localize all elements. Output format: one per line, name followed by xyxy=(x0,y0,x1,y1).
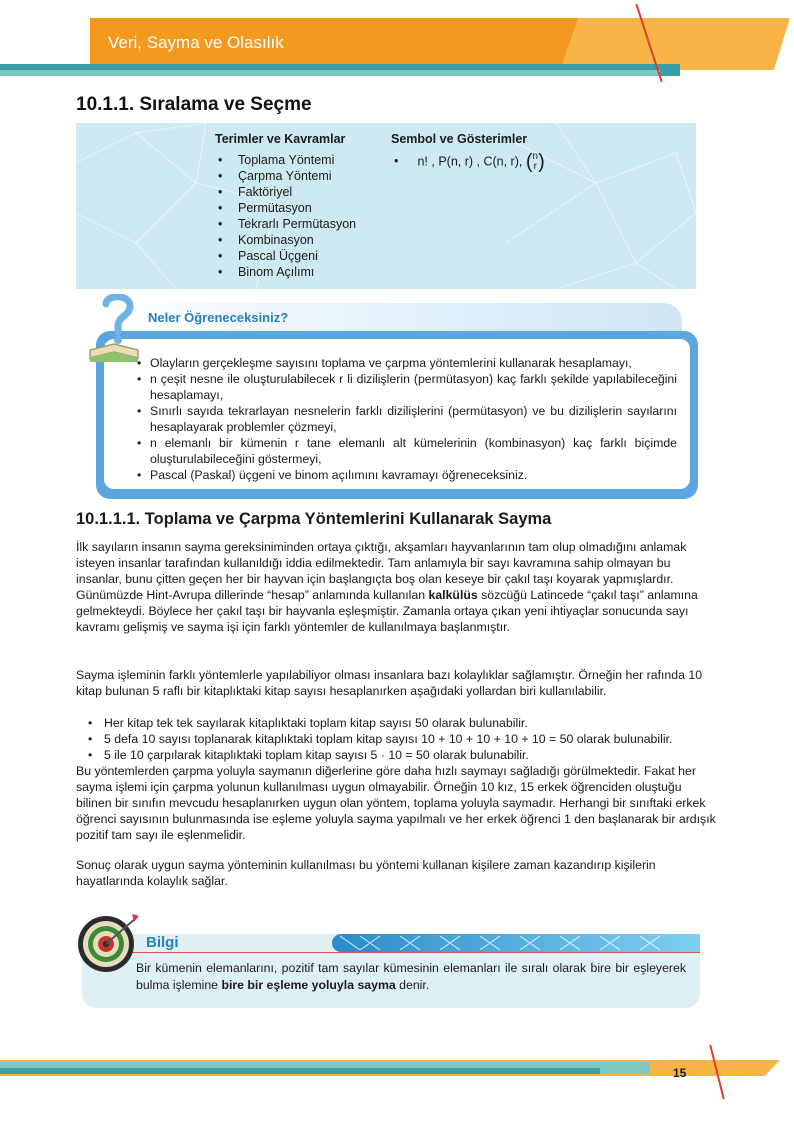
paragraph-3: Bu yöntemlerden çarpma yoluyla saymanın diğerlerine göre daha hızlı saymayı sağladığı görülmektedir. Fakat her sayma işlemi için çarpma yolunun kullanılması uygun olmayabilir. Örneğin 10 kız, 15 erkek öğrenciden oluştuğu bilinen bir sınıfın mevcudu hesaplanırken uygun olan yöntem, toplama yoluyla saymadır. Herhangi bir sınıftaki erkek öğrenci sayısının bulunmasında ise eşleme yoluyla sayma yapılmalı ve her erkek öğrenci 1 den başlanarak bir ardışık pozitif tam sayı ile eşlenmelidir. xyxy=(76,764,716,842)
list-item: • 5 ile 10 çarpılarak kitaplıktaki toplam kitap sayısı 5 · 10 = 50 olarak bulunabilir. xyxy=(88,747,718,763)
info-bold-term: bire bir eşleme yoluyla sayma xyxy=(221,978,396,992)
question-book-icon xyxy=(86,294,142,362)
header-stripe-light xyxy=(0,70,660,76)
list-item: • n! , P(n, r) , C(n, r), (n r) xyxy=(391,152,545,172)
info-text: Bir kümenin elemanlarını, pozitif tam sayılar kümesinin elemanları ile sıralı olarak bire bir eşleyerek bulma işlemine bire bir eşleme yoluyla sayma denir. xyxy=(136,961,686,992)
list-item: • Kombinasyon xyxy=(215,232,356,248)
list-item: • n çeşit nesne ile oluşturulabilecek r li dizilişlerin (permütasyon) kaç farklı şekilde yapılabileceğini hesaplamayı, xyxy=(137,371,677,403)
symbols-column xyxy=(391,132,545,172)
method-list xyxy=(88,715,718,763)
geometric-pattern xyxy=(76,123,696,289)
terms-box xyxy=(76,123,696,289)
footer-stripe-dark xyxy=(0,1068,600,1074)
info-strip-pattern xyxy=(340,936,700,950)
list-item: • Pascal (Paskal) üçgeni ve binom açılımını kavramayı öğreneceksiniz. xyxy=(137,467,677,483)
list-item: • Faktöriyel xyxy=(215,184,356,200)
header-band-accent xyxy=(560,18,790,70)
list-item: • n elemanlı bir kümenin r tane elemanlı alt kümelerinin (kombinasyon) kaç farklı biçimde oluşturulabileceğini göstermeyi, xyxy=(137,435,677,467)
symbols-list xyxy=(391,152,545,172)
terms-heading: Terimler ve Kavramlar xyxy=(215,132,346,146)
terms-column xyxy=(215,132,356,280)
symbols-text: n! , P(n, r) , C(n, r), xyxy=(417,154,523,169)
subsection-title: 10.1.1.1. Toplama ve Çarpma Yöntemlerini Kullanarak Sayma xyxy=(76,510,552,528)
binom-top: n xyxy=(532,151,539,162)
learn-list xyxy=(137,355,677,483)
list-item: • Tekrarlı Permütasyon xyxy=(215,216,356,232)
terms-list xyxy=(215,152,356,280)
paragraph-2: Sayma işleminin farklı yöntemlerle yapılabiliyor olması insanlara bazı kolaylıklar sağlamıştır. Örneğin her rafında 10 kitap bulunan 5 raflı bir kitaplıktaki kitap sayısı hesaplanırken aşağıdaki yollardan biri kullanılabilir. xyxy=(76,668,703,698)
list-item: • Permütasyon xyxy=(215,200,356,216)
list-item: • Binom Açılımı xyxy=(215,264,356,280)
list-item: • Çarpma Yöntemi xyxy=(215,168,356,184)
list-item: • 5 defa 10 sayısı toplanarak kitaplıktaki toplam kitap sayısı 10 + 10 + 10 + 10 + 10 = 50 olarak bulunabilir. xyxy=(88,731,718,747)
binom-bottom: r xyxy=(533,161,537,172)
learn-title: Neler Öğreneceksiniz? xyxy=(148,310,289,325)
page-number: 15 xyxy=(673,1066,687,1080)
binomial-notation: ( xyxy=(525,151,533,173)
list-item: • Her kitap tek tek sayılarak kitaplıktaki toplam kitap sayısı 50 olarak bulunabilir. xyxy=(88,715,718,731)
list-item: • Olayların gerçekleşme sayısını toplama ve çarpma yöntemlerini kullanarak hesaplamayı, xyxy=(137,355,677,371)
list-item: • Toplama Yöntemi xyxy=(215,152,356,168)
section-title: 10.1.1. Sıralama ve Seçme xyxy=(76,94,312,115)
symbols-heading: Sembol ve Gösterimler xyxy=(391,132,528,146)
paragraph-1: İlk sayıların insanın sayma gereksiniminden ortaya çıktığı, akşamları hayvanlarının tam olup olmadığını anlamak isteyen insanlar tarafından kullanıldığı iddia edilmektedir. Tam anlamıyla bir sayı kavramına sahip olmayan bu insanlar, bunu çitten geçen her bir hayvan için başlangıçta boş olan keseye bir çakıl taşı koyarak yapmışlardır. Günümüzde Hint-Avrupa dillerinde “hesap” anlamında kullanılan kalkülüs sözcüğü Latincede “çakıl taşı” anlamına gelmekteydi. Böylece her çakıl taşı bir hayvanla eşleşmiştir. Zamanla ortaya çıkan yeni ihtiyaçlar sonucunda sayı kavramı gelişmiş ve sayma işi için farklı yöntemler de kullanılmaya başlanmıştır. xyxy=(76,540,698,634)
bold-term: kalkülüs xyxy=(428,588,478,602)
list-item: • Sınırlı sayıda tekrarlayan nesnelerin farklı dizilişlerini (permütasyon) ve bu dizilişlerin sayılarını hesaplayarak problemler çözmeyi, xyxy=(137,403,677,435)
info-divider xyxy=(130,952,700,953)
info-title: Bilgi xyxy=(146,934,179,951)
chapter-title: Veri, Sayma ve Olasılık xyxy=(108,33,284,52)
paragraph-4: Sonuç olarak uygun sayma yönteminin kullanılması bu yöntemi kullanan kişilere zaman kazandırıp kişilerin hayatlarında kolaylık sağlar. xyxy=(76,858,656,888)
dartboard-icon xyxy=(76,910,140,974)
list-item: • Pascal Üçgeni xyxy=(215,248,356,264)
